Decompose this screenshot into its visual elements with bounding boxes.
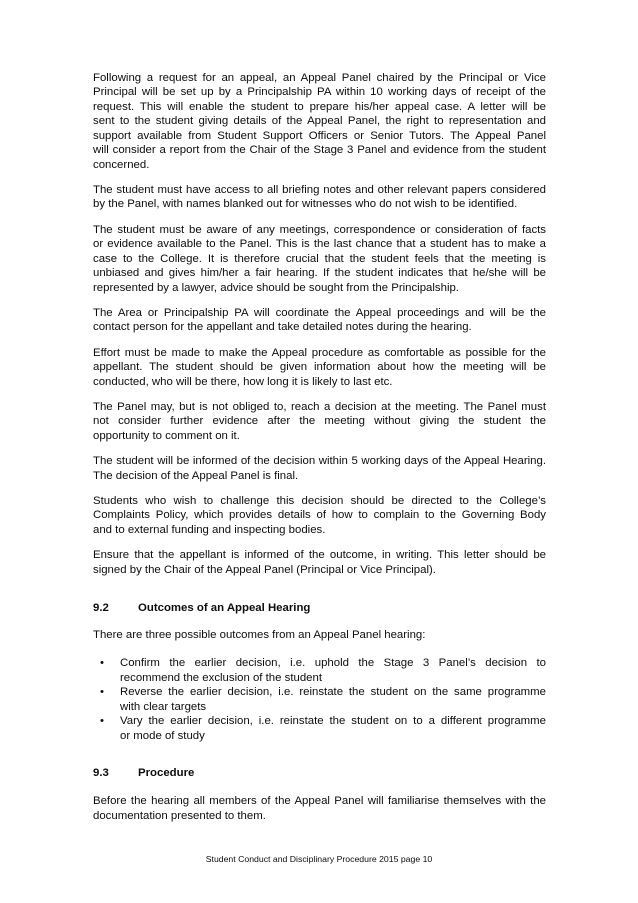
text-line: Confirm the earlier decision, i.e. uphold the Stage 3 Panel’s decision to (120, 657, 546, 670)
paragraph (93, 71, 546, 173)
text-line: and to external funding and inspecting bodies. (93, 523, 326, 536)
text-line: appellant. The student should be given information about how the meeting will be (93, 361, 546, 374)
bullet-item (93, 714, 546, 743)
text-line: Complaints Policy, which provides details of how to complain to the Governing Body (93, 509, 546, 522)
section-title: Outcomes of an Appeal Hearing (138, 601, 311, 614)
section-number: 9.3 (93, 767, 109, 779)
section-title: Procedure (138, 767, 195, 779)
bullet-icon (100, 685, 104, 700)
bullet-icon (100, 714, 104, 729)
text-line: Ensure that the appellant is informed of the outcome, in writing. This letter should be (93, 549, 546, 562)
text-line: Students who wish to challenge this decision should be directed to the College’s (93, 494, 546, 507)
text-line: unbiased and gives him/her a fair hearing. If the student indicates that he/she will be (93, 267, 546, 280)
bullet-item (93, 685, 546, 714)
text-line: opportunity to comment on it. (93, 429, 240, 442)
text-line: Following a request for an appeal, an Appeal Panel chaired by the Principal or Vice (93, 71, 546, 84)
text-line: The student must be aware of any meetings, correspondence or consideration of facts (93, 223, 546, 236)
text-line: conducted, who will be there, how long it is likely to last etc. (93, 375, 393, 388)
paragraph (93, 794, 546, 823)
text-line: Before the hearing all members of the Appeal Panel will familiarise themselves with the (93, 794, 546, 807)
section-heading (93, 601, 546, 616)
text-line: support available from Student Support Officers or Senior Tutors. The Appeal Panel (93, 129, 546, 142)
text-line: Vary the earlier decision, i.e. reinstate the student on to a different programme (120, 715, 546, 728)
text-line: The student will be informed of the decision within 5 working days of the Appeal Hearing. (93, 455, 546, 468)
page-footer: Student Conduct and Disciplinary Procedure 2015 page 10 (205, 854, 433, 864)
bullet-list (93, 656, 546, 743)
bullet-item (93, 656, 546, 685)
section-number: 9.2 (93, 601, 109, 614)
paragraph (93, 346, 546, 390)
text-line: concerned. (93, 158, 150, 171)
paragraph (93, 548, 546, 577)
paragraph (93, 454, 546, 483)
text-line: by the Panel, with names blanked out for witnesses who do not wish to be identified. (93, 198, 518, 211)
text-line: contact person for the appellant and take detailed notes during the hearing. (93, 321, 472, 334)
text-line: represented by a lawyer, advice should be sought from the Principalship. (93, 281, 459, 294)
text-line: will consider a report from the Chair of the Stage 3 Panel and evidence from the student (93, 144, 546, 157)
text-line: The Panel may, but is not obliged to, reach a decision at the meeting. The Panel must (93, 400, 546, 413)
text-line: Principal will be set up by a Principalship PA within 10 working days of receipt of the (93, 86, 546, 99)
text-line: Effort must be made to make the Appeal procedure as comfortable as possible for the (93, 346, 546, 359)
section-heading (93, 766, 546, 781)
text-line: Reverse the earlier decision, i.e. reinstate the student on the same programme (120, 686, 546, 699)
text-line: with clear targets (120, 700, 207, 713)
text-line: case to the College. It is therefore crucial that the student feels that the meeting is (93, 252, 546, 265)
bullet-icon (100, 656, 104, 671)
text-line: not consider further evidence after the meeting without giving the student the (93, 415, 546, 428)
paragraph (93, 306, 546, 335)
text-line: request. This will enable the student to prepare his/her appeal case. A letter will be (93, 100, 546, 113)
text-line: The Area or Principalship PA will coordinate the Appeal proceedings and will be the (93, 306, 546, 319)
section-intro: There are three possible outcomes from an Appeal Panel hearing: (93, 629, 426, 642)
text-line: or evidence available to the Panel. This is the last chance that a student has to make a (93, 238, 546, 251)
text-line: signed by the Chair of the Appeal Panel (Principal or Vice Principal). (93, 563, 436, 576)
document-body (93, 71, 546, 824)
text-line: recommend the exclusion of the student (120, 671, 322, 684)
paragraph (93, 223, 546, 296)
paragraph (93, 494, 546, 538)
paragraph (93, 183, 546, 212)
text-line: documentation presented to them. (93, 809, 266, 822)
text-line: or mode of study (120, 729, 205, 742)
paragraph (93, 400, 546, 444)
text-line: sent to the student giving details of the Appeal Panel, the right to representation and (93, 115, 546, 128)
text-line: The decision of the Appeal Panel is final. (93, 469, 299, 482)
text-line: The student must have access to all briefing notes and other relevant papers considered (93, 183, 546, 196)
